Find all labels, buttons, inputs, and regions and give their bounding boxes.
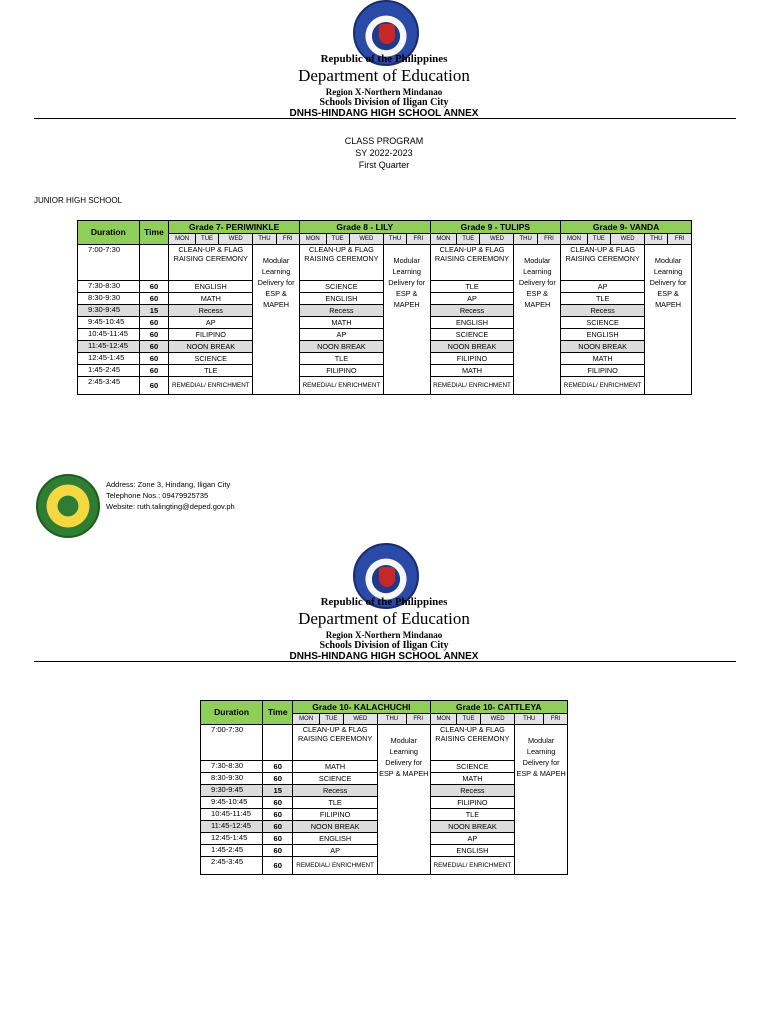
day-label: MON [293,714,320,725]
subject-cell: FILIPINO [293,809,378,821]
subject-cell: FILIPINO [299,365,383,377]
subject-cell: CLEAN-UP & FLAG RAISING CEREMONY [430,245,514,281]
grade-header: Grade 8 - LILY [299,221,430,234]
grade-header: Grade 7- PERIWINKLE [169,221,300,234]
day-label: FRI [544,714,568,725]
duration-cell: 9:45-10:45 [78,317,140,329]
time-cell: 60 [139,341,169,353]
department-label: Department of Education [298,66,470,85]
subject-cell: CLEAN-UP & FLAG RAISING CEREMONY [169,245,253,281]
subject-cell: TLE [293,797,378,809]
subject-cell: SCIENCE [293,773,378,785]
duration-cell: 11:45-12:45 [78,341,140,353]
class-schedule-table-2 [200,700,568,875]
day-label: MON [299,234,326,245]
time-cell: 60 [263,773,293,785]
duration-cell: 12:45-1:45 [201,833,263,845]
time-cell: 60 [263,761,293,773]
duration-cell: 1:45-2:45 [78,365,140,377]
day-label: TUE [195,234,218,245]
school-year: SY 2022-2023 [355,148,413,158]
division-label: Schools Division of Iligan City [319,640,449,651]
time-cell: 15 [263,785,293,797]
duration-cell: 10:45-11:45 [78,329,140,341]
subject-cell: SCIENCE [430,329,514,341]
subject-cell: Recess [430,785,515,797]
subject-cell: Recess [293,785,378,797]
subject-cell: ENGLISH [299,293,383,305]
subject-cell: REMEDIAL/ ENRICHMENT [561,377,645,395]
subject-cell: TLE [430,809,515,821]
subject-cell: CLEAN-UP & FLAG RAISING CEREMONY [293,725,378,761]
day-label: TUE [587,234,610,245]
duration-cell: 9:30-9:45 [78,305,140,317]
time-cell: 60 [263,797,293,809]
class-schedule-table-1 [77,220,692,395]
subject-cell: SCIENCE [430,761,515,773]
day-label: THU [645,234,668,245]
duration-cell: 2:45-3:45 [201,857,263,875]
contact-info [106,479,235,512]
subject-cell: MATH [299,317,383,329]
subject-cell: ENGLISH [561,329,645,341]
day-label: MON [561,234,588,245]
school-label: DNHS-HINDANG HIGH SCHOOL ANNEX [289,108,479,119]
modular-cell: Modular Learning Delivery for ESP & MAPEH [645,245,692,395]
subject-cell: AP [169,317,253,329]
modular-cell: Modular Learning Delivery for ESP & MAPEH [515,725,568,875]
duration-header: Duration [78,221,140,245]
duration-cell: 8:30-9:30 [78,293,140,305]
time-cell: 60 [263,857,293,875]
day-label: THU [253,234,276,245]
website: Website: ruth.talingting@deped.gov.ph [106,502,235,511]
subject-cell: TLE [430,281,514,293]
school-label: DNHS-HINDANG HIGH SCHOOL ANNEX [289,651,479,662]
day-label: MON [169,234,196,245]
subject-cell: NOON BREAK [169,341,253,353]
grade-header: Grade 10- KALACHUCHI [293,701,430,714]
duration-cell: 7:30-8:30 [78,281,140,293]
subject-cell: SCIENCE [561,317,645,329]
subject-cell: REMEDIAL/ ENRICHMENT [430,857,515,875]
day-label: THU [377,714,406,725]
day-label: MON [430,234,457,245]
subject-cell: MATH [169,293,253,305]
subject-cell: CLEAN-UP & FLAG RAISING CEREMONY [430,725,515,761]
duration-cell: 7:00-7:30 [201,725,263,761]
subject-cell: REMEDIAL/ ENRICHMENT [293,857,378,875]
day-label: THU [515,714,544,725]
time-cell: 60 [263,809,293,821]
duration-cell: 9:30-9:45 [201,785,263,797]
subject-cell: NOON BREAK [299,341,383,353]
subject-cell: SCIENCE [169,353,253,365]
program-title-block [0,135,768,171]
duration-header: Duration [201,701,263,725]
subject-cell: MATH [430,365,514,377]
subject-cell: FILIPINO [430,353,514,365]
time-cell: 60 [139,329,169,341]
day-label: FRI [668,234,692,245]
duration-cell: 12:45-1:45 [78,353,140,365]
republic-label: Republic of the Philippines [320,596,448,608]
day-label: THU [514,234,537,245]
subject-cell: AP [293,845,378,857]
grade-header: Grade 9- VANDA [561,221,692,234]
time-cell: 60 [263,821,293,833]
time-header: Time [263,701,293,725]
time-cell: 60 [139,377,169,395]
quarter: First Quarter [358,160,410,170]
time-cell: 60 [139,365,169,377]
day-label: WED [349,234,383,245]
subject-cell: ENGLISH [430,845,515,857]
subject-cell: NOON BREAK [430,821,515,833]
subject-cell: REMEDIAL/ ENRICHMENT [299,377,383,395]
subject-cell: SCIENCE [299,281,383,293]
day-label: WED [219,234,253,245]
school-logo [36,474,100,538]
subject-cell: ENGLISH [430,317,514,329]
day-label: WED [611,234,645,245]
grade-header: Grade 10- CATTLEYA [430,701,567,714]
subject-cell: MATH [430,773,515,785]
time-cell: 60 [139,281,169,293]
day-label: FRI [276,234,299,245]
republic-label: Republic of the Philippines [320,53,448,65]
day-label: MON [430,714,457,725]
subject-cell: CLEAN-UP & FLAG RAISING CEREMONY [561,245,645,281]
subject-cell: TLE [561,293,645,305]
duration-cell: 7:00-7:30 [78,245,140,281]
subject-cell: Recess [299,305,383,317]
subject-cell: TLE [299,353,383,365]
day-label: TUE [457,714,481,725]
subject-cell: MATH [561,353,645,365]
time-cell: 60 [139,317,169,329]
grade-header: Grade 9 - TULIPS [430,221,561,234]
address: Address: Zone 3, Hindang, Iligan City [106,480,231,489]
time-cell: 60 [263,845,293,857]
subject-cell: FILIPINO [430,797,515,809]
time-cell [263,725,293,761]
duration-cell: 9:45-10:45 [201,797,263,809]
subject-cell: NOON BREAK [430,341,514,353]
subject-cell: REMEDIAL/ ENRICHMENT [430,377,514,395]
subject-cell: AP [561,281,645,293]
day-label: WED [480,234,514,245]
section-label: JUNIOR HIGH SCHOOL [34,196,123,205]
day-label: WED [480,714,514,725]
day-label: FRI [537,234,560,245]
subject-cell: MATH [293,761,378,773]
subject-cell: REMEDIAL/ ENRICHMENT [169,377,253,395]
header-rule [34,118,736,119]
day-label: FRI [407,234,430,245]
subject-cell: TLE [169,365,253,377]
modular-cell: Modular Learning Delivery for ESP & MAPEH [514,245,561,395]
region-label: Region X-Northern Mindanao [325,630,443,640]
subject-cell: AP [430,833,515,845]
division-label: Schools Division of Iligan City [319,97,449,108]
subject-cell: AP [430,293,514,305]
telephone: Telephone Nos.: 09479925735 [106,491,209,500]
duration-cell: 8:30-9:30 [201,773,263,785]
time-header: Time [139,221,169,245]
subject-cell: Recess [430,305,514,317]
department-label: Department of Education [298,609,470,628]
region-label: Region X-Northern Mindanao [325,87,443,97]
header-rule [34,661,736,662]
day-label: THU [383,234,406,245]
time-cell: 60 [263,833,293,845]
time-cell: 60 [139,293,169,305]
program-title: CLASS PROGRAM [344,136,424,146]
subject-cell: ENGLISH [293,833,378,845]
day-label: FRI [406,714,430,725]
time-cell: 60 [139,353,169,365]
duration-cell: 2:45-3:45 [78,377,140,395]
day-label: TUE [320,714,344,725]
day-label: TUE [326,234,349,245]
modular-cell: Modular Learning Delivery for ESP & MAPEH [383,245,430,395]
letterhead [0,596,768,662]
subject-cell: ENGLISH [169,281,253,293]
subject-cell: NOON BREAK [561,341,645,353]
duration-cell: 7:30-8:30 [201,761,263,773]
time-cell: 15 [139,305,169,317]
subject-cell: FILIPINO [169,329,253,341]
subject-cell: FILIPINO [561,365,645,377]
duration-cell: 1:45-2:45 [201,845,263,857]
modular-cell: Modular Learning Delivery for ESP & MAPEH [377,725,430,875]
time-cell [139,245,169,281]
modular-cell: Modular Learning Delivery for ESP & MAPEH [253,245,300,395]
duration-cell: 10:45-11:45 [201,809,263,821]
subject-cell: NOON BREAK [293,821,378,833]
subject-cell: CLEAN-UP & FLAG RAISING CEREMONY [299,245,383,281]
letterhead [0,53,768,119]
subject-cell: Recess [561,305,645,317]
subject-cell: AP [299,329,383,341]
day-label: TUE [457,234,480,245]
duration-cell: 11:45-12:45 [201,821,263,833]
subject-cell: Recess [169,305,253,317]
day-label: WED [343,714,377,725]
